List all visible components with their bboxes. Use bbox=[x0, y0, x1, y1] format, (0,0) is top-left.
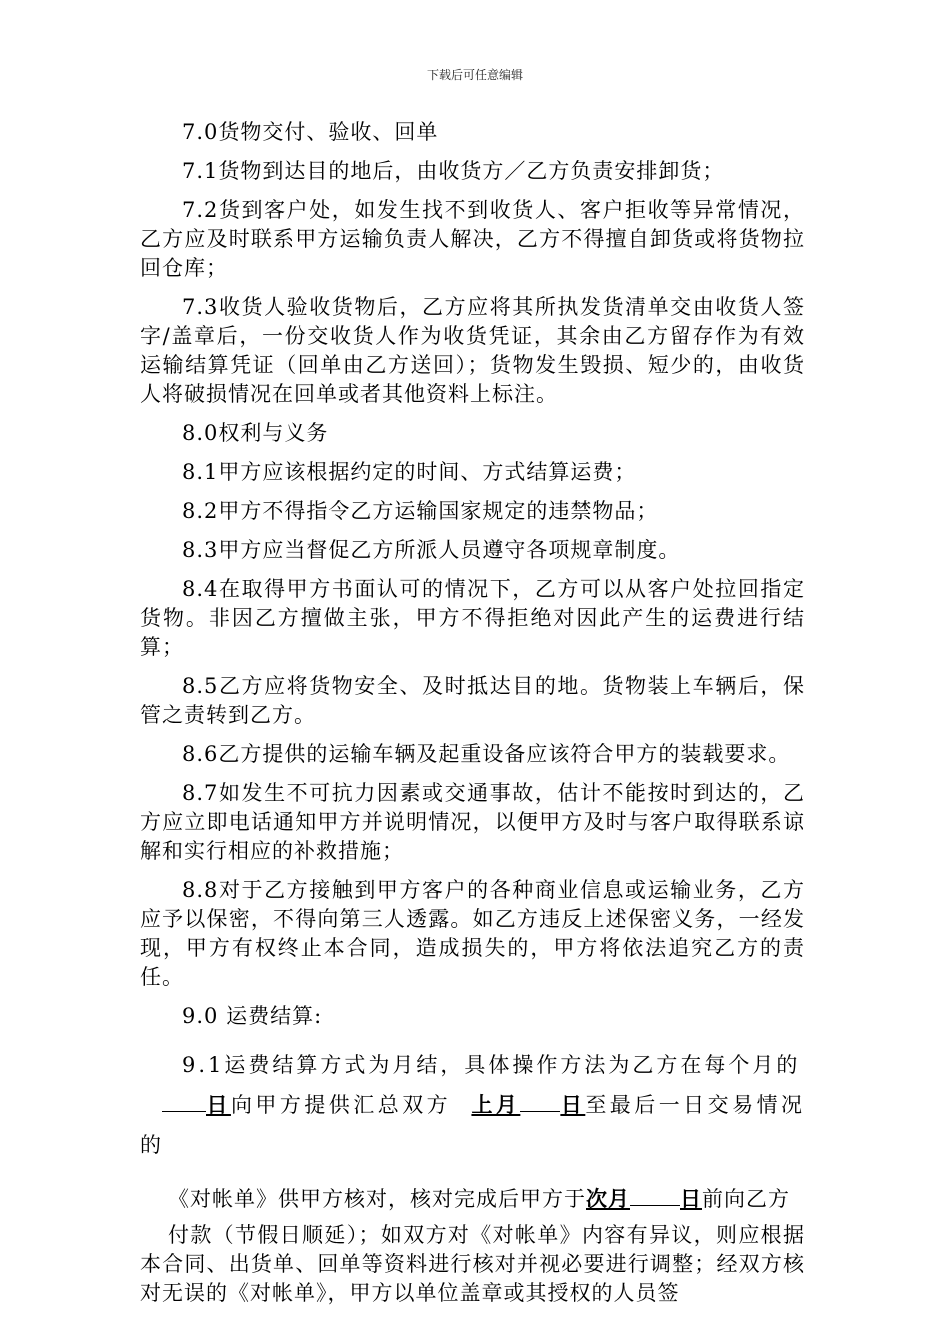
clause-9-1 bbox=[140, 1045, 805, 1308]
clause-7-2: 7.2货到客户处，如发生找不到收货人、客户拒收等异常情况，乙方应及时联系甲方运输负责人解决，乙方不得擅自卸货或将货物拉回仓库； bbox=[140, 198, 805, 280]
clause-8-6: 8.6乙方提供的运输车辆及起重设备应该符合甲方的装载要求。 bbox=[182, 742, 791, 766]
section-8-0-heading: 8.0权利与义务 bbox=[182, 421, 329, 445]
clause-9-1-text-4: 《对帐单》供甲方核对，核对完成后甲方于 bbox=[168, 1187, 586, 1211]
clause-8-8: 8.8对于乙方接触到甲方客户的各种商业信息或运输业务，乙方应予以保密，不得向第三人透露。如乙方违反上述保密义务，一经发现，甲方有权终止本合同，造成损失的，甲方将依法追究乙方的责任。 bbox=[140, 878, 805, 989]
clause-9-1-text-2: 向甲方提供汇总双方 bbox=[230, 1093, 452, 1117]
day-label-2: 日 bbox=[560, 1092, 586, 1117]
clause-9-1-text-1: 9.1运费结算方式为月结，具体操作方法为乙方在每个月的 bbox=[182, 1053, 801, 1077]
clause-9-1-text-5: 前向乙方 bbox=[702, 1187, 790, 1211]
document-body bbox=[140, 118, 805, 1308]
clause-9-1-line-1 bbox=[140, 1045, 805, 1085]
section-7-0-heading: 7.0货物交付、验收、回单 bbox=[182, 120, 439, 144]
clause-8-1: 8.1甲方应该根据约定的时间、方式结算运费； bbox=[182, 460, 637, 484]
clause-7-1: 7.1货物到达目的地后，由收货方／乙方负责安排卸货； bbox=[182, 159, 725, 183]
clause-7-3: 7.3收货人验收货物后，乙方应将其所执发货清单交由收货人签字/盖章后，一份交收货人作为收货凭证，其余由乙方留存作为有效运输结算凭证（回单由乙方送回）；货物发生毁损、短少的，由收货人将破损情况在回单或者其他资料上标注。 bbox=[140, 295, 805, 406]
next-month-label: 次月 bbox=[586, 1186, 630, 1211]
day-label-1: 日 bbox=[206, 1092, 231, 1117]
clause-9-1-line-4: 付款（节假日顺延）；如双方对《对帐单》内容有异议，则应根据本合同、出货单、回单等资料进行核对并视必要进行调整；经双方核对无误的《对帐单》，甲方以单位盖章或其授权的人员签 bbox=[140, 1223, 805, 1305]
clause-9-1-line-2 bbox=[140, 1085, 805, 1165]
clause-8-5: 8.5乙方应将货物安全、及时抵达目的地。货物装上车辆后，保管之责转到乙方。 bbox=[140, 674, 805, 727]
clause-8-3: 8.3甲方应当督促乙方所派人员遵守各项规章制度。 bbox=[182, 538, 681, 562]
clause-8-2: 8.2甲方不得指令乙方运输国家规定的违禁物品； bbox=[182, 499, 659, 523]
page-header: 下载后可任意编辑 bbox=[426, 68, 523, 82]
day-label-3: 日 bbox=[680, 1186, 702, 1211]
clause-9-1-text-3: 至最后一日交易情况的 bbox=[140, 1093, 806, 1157]
clause-8-4: 8.4在取得甲方书面认可的情况下，乙方可以从客户处拉回指定货物。非因乙方擅做主张，甲方不得拒绝对因此产生的运费进行结算； bbox=[140, 577, 805, 659]
section-9-0-heading: 9.0 运费结算: bbox=[182, 1004, 323, 1028]
clause-8-7: 8.7如发生不可抗力因素或交通事故，估计不能按时到达的，乙方应立即电话通知甲方并说明情况，以便甲方及时与客户取得联系谅解和实行相应的补救措施； bbox=[140, 781, 805, 863]
clause-9-1-line-3 bbox=[140, 1179, 805, 1219]
blank-billing-day[interactable] bbox=[162, 1091, 206, 1112]
blank-start-day[interactable] bbox=[520, 1091, 560, 1112]
blank-payment-day[interactable] bbox=[630, 1185, 680, 1206]
prev-month-label: 上月 bbox=[471, 1092, 521, 1117]
